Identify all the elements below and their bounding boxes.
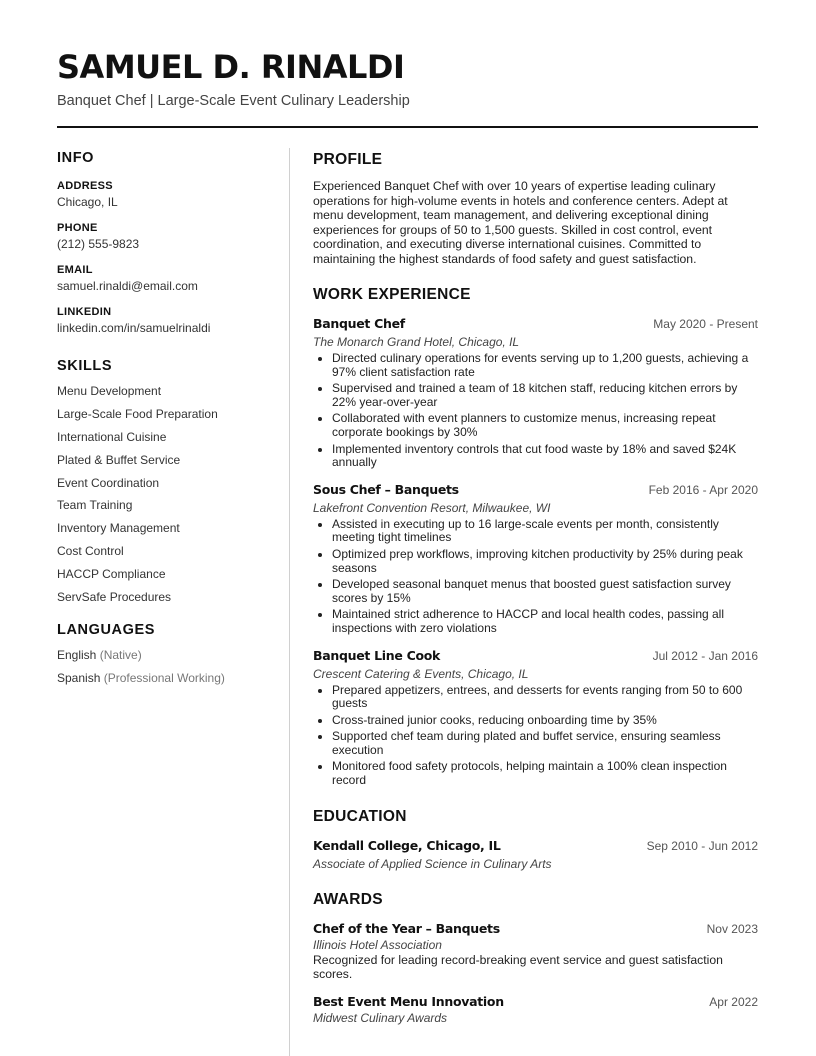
award-organization: Illinois Hotel Association [313, 937, 442, 952]
job-bullet: • Collaborated with event planners to customize menus, increasing repeat corporate bookings by 30% [332, 412, 758, 439]
education-header [313, 838, 758, 853]
skill-item: International Cuisine [57, 429, 167, 444]
job-entry [313, 482, 758, 636]
info-label: LINKEDIN [57, 306, 112, 318]
degree-name: Associate of Applied Science in Culinary Arts [313, 856, 552, 871]
language-level: (Native) [99, 648, 142, 663]
info-address [57, 179, 277, 210]
skill-item: Plated & Buffet Service [57, 452, 181, 467]
job-dates: Jul 2012 - Jan 2016 [652, 648, 758, 663]
skill-item: Cost Control [57, 544, 124, 559]
info-label: ADDRESS [57, 180, 113, 192]
skills-list [57, 383, 277, 605]
job-bullets [313, 352, 758, 470]
language-item [57, 647, 277, 663]
phone-value: (212) 555-9823 [57, 237, 140, 251]
job-title: Banquet Chef [313, 316, 405, 331]
job-bullet: • Developed seasonal banquet menus that boosted guest satisfaction survey scores by 15% [332, 578, 758, 605]
job-bullets [313, 684, 758, 788]
skill-item: Menu Development [57, 384, 162, 398]
profile-summary: Experienced Banquet Chef with over 10 years of expertise leading culinary operations for high-volume events in hotels and conference centers. Adept at menu development, team management, and delivering exceptional dining experiences for groups of 50 to 1,500 guests. Skilled in cost control, event coordination, and executing diverse international cuisines. Committed to maintaining the highest standards of food safety and guest satisfaction. [313, 179, 728, 266]
skill-item: HACCP Compliance [57, 567, 166, 582]
info-email [57, 263, 277, 294]
job-bullet: • Supervised and trained a team of 18 kitchen staff, reducing kitchen errors by 22% year-over-year [332, 382, 758, 409]
skill-item: Large-Scale Food Preparation [57, 406, 218, 421]
skill-item: ServSafe Procedures [57, 590, 172, 605]
skill-item: Inventory Management [57, 521, 180, 536]
awards-heading: AWARDS [313, 890, 383, 908]
info-label: EMAIL [57, 264, 93, 276]
job-entry [313, 316, 758, 470]
languages-heading: LANGUAGES [57, 622, 156, 639]
job-bullet: • Cross-trained junior cooks, reducing onboarding time by 35% [332, 714, 758, 728]
job-bullets [313, 518, 758, 636]
award-entry [313, 921, 758, 982]
info-linkedin [57, 305, 277, 336]
award-header [313, 921, 758, 936]
job-bullet: • Implemented inventory controls that cut food waste by 18% and saved $24K annually [332, 443, 758, 470]
award-entry [313, 994, 758, 1025]
award-description: Recognized for leading record-breaking event service and guest satisfaction scores. [313, 952, 723, 982]
education-dates: Sep 2010 - Jun 2012 [646, 838, 758, 853]
award-title: Chef of the Year – Banquets [313, 920, 500, 936]
job-bullet: • Maintained strict adherence to HACCP and local health codes, passing all inspections with zero violations [332, 608, 758, 635]
language-name: Spanish [57, 671, 101, 686]
job-title: Sous Chef – Banquets [313, 481, 459, 497]
info-label: PHONE [57, 222, 98, 234]
job-organization: Crescent Catering & Events, Chicago, IL [313, 666, 529, 681]
award-date: Apr 2022 [709, 994, 758, 1009]
skill-item: Team Training [57, 498, 133, 513]
candidate-tagline: Banquet Chef | Large-Scale Event Culinary Leadership [57, 93, 410, 109]
award-header [313, 994, 758, 1009]
candidate-name: SAMUEL D. RINALDI [57, 48, 405, 86]
main-column [313, 151, 758, 1025]
linkedin-value: linkedin.com/in/samuelrinaldi [57, 321, 211, 335]
address-value: Chicago, IL [57, 195, 118, 209]
language-item [57, 670, 277, 686]
language-name: English [57, 648, 97, 663]
job-header [313, 648, 758, 663]
job-organization: The Monarch Grand Hotel, Chicago, IL [313, 335, 520, 349]
job-entry [313, 648, 758, 788]
job-bullet: • Monitored food safety protocols, helping maintain a 100% clean inspection record [332, 760, 758, 787]
job-bullet: • Prepared appetizers, entrees, and desserts for events ranging from 50 to 600 guests [332, 684, 758, 711]
job-header [313, 482, 758, 497]
column-divider [289, 148, 290, 1056]
award-organization: Midwest Culinary Awards [313, 1010, 448, 1025]
info-section [57, 179, 277, 336]
education-heading: EDUCATION [313, 807, 407, 825]
job-bullet: • Supported chef team during plated and buffet service, ensuring seamless execution [332, 730, 758, 757]
job-bullet: • Assisted in executing up to 16 large-scale events per month, consistently meeting tight timelines [332, 518, 758, 545]
language-level: (Professional Working) [103, 671, 225, 686]
email-value: samuel.rinaldi@email.com [57, 279, 198, 293]
job-bullet: • Directed culinary operations for events serving up to 1,200 guests, achieving a 97% client satisfaction rate [332, 352, 758, 379]
skill-item: Event Coordination [57, 475, 160, 490]
profile-heading: PROFILE [313, 151, 383, 168]
job-dates: Feb 2016 - Apr 2020 [648, 482, 758, 497]
education-entry [313, 838, 758, 871]
award-title: Best Event Menu Innovation [313, 993, 504, 1009]
info-heading: INFO [57, 150, 95, 166]
job-bullet: • Optimized prep workflows, improving kitchen productivity by 25% during peak seasons [332, 548, 758, 575]
info-phone [57, 221, 277, 252]
job-dates: May 2020 - Present [653, 317, 758, 331]
header-divider [57, 126, 758, 128]
job-title: Banquet Line Cook [313, 647, 441, 663]
sidebar [57, 150, 277, 693]
work-experience-heading: WORK EXPERIENCE [313, 286, 471, 303]
skills-heading: SKILLS [57, 358, 113, 374]
job-header [313, 316, 758, 331]
languages-list [57, 647, 277, 686]
job-organization: Lakefront Convention Resort, Milwaukee, WI [313, 500, 551, 515]
school-name: Kendall College, Chicago, IL [313, 837, 501, 853]
award-date: Nov 2023 [706, 921, 758, 936]
